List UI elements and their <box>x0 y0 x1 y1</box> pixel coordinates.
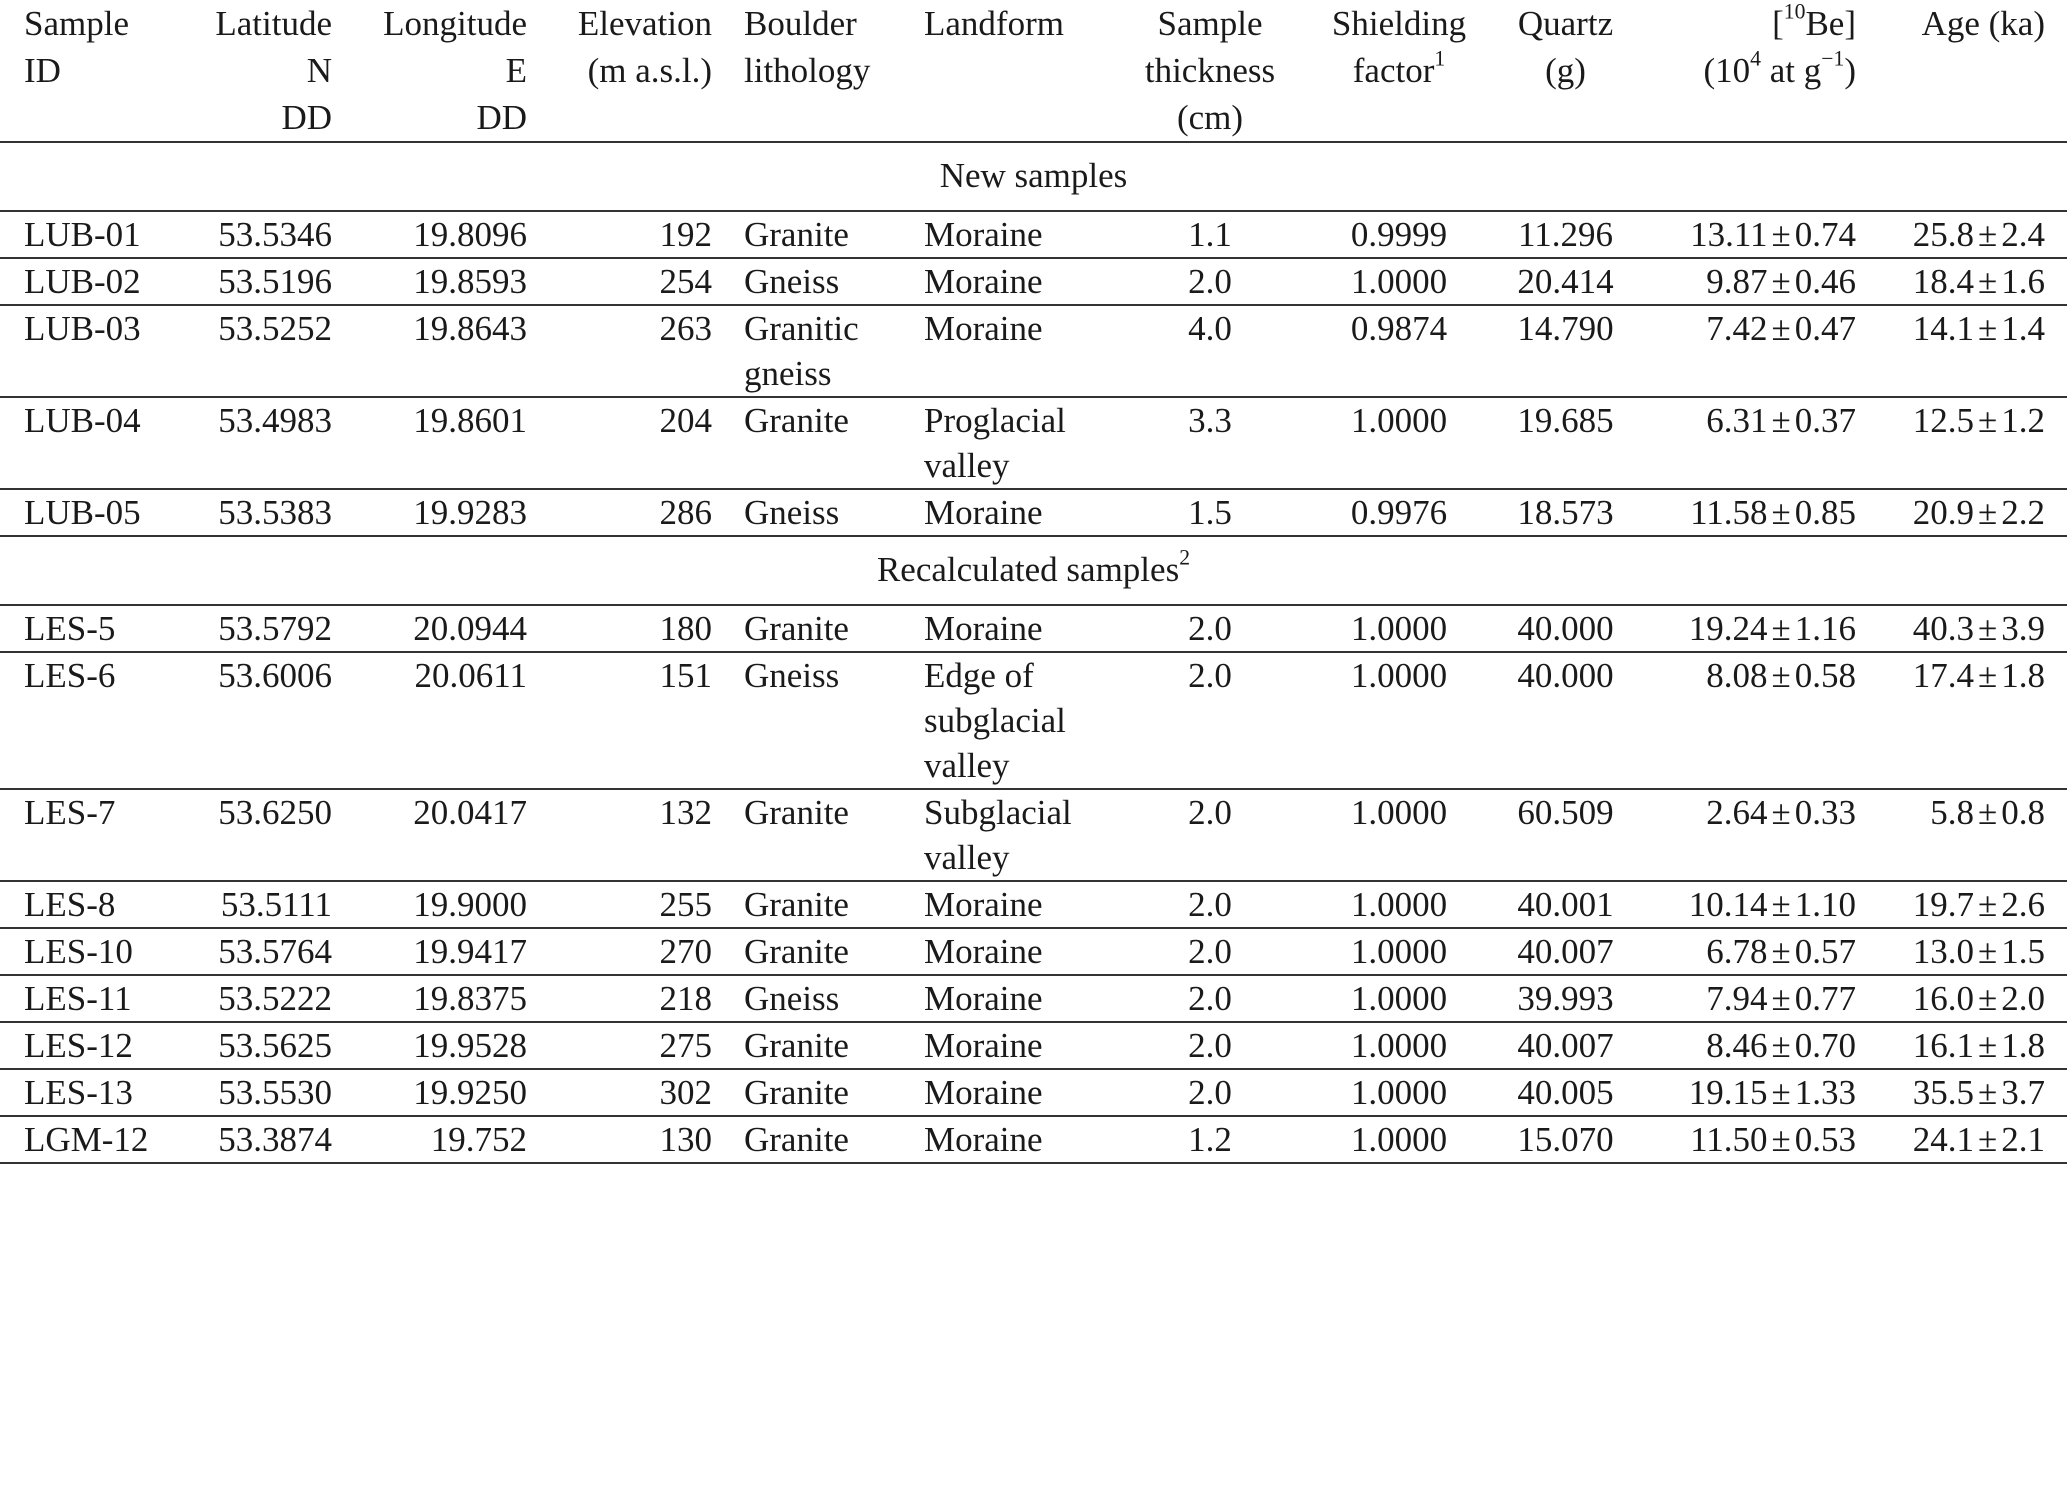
cell-sample-id: LUB-03 <box>24 309 141 348</box>
cell-lithology: Gneiss <box>744 656 840 695</box>
cell-thickness: 2.0 <box>1188 793 1232 832</box>
cell-thickness: 2.0 <box>1188 932 1232 971</box>
cell-sample-id: LUB-05 <box>24 493 141 532</box>
cell-shielding: 1.0000 <box>1350 609 1448 648</box>
cell-thickness: 4.0 <box>1188 309 1232 348</box>
table-row <box>0 305 2067 397</box>
cell-quartz: 20.414 <box>1517 262 1614 301</box>
cell-longitude: 19.752 <box>430 1120 527 1159</box>
cell-longitude: 19.9417 <box>413 932 527 971</box>
header-sample-id: Sample ID <box>0 0 200 142</box>
cell-elevation: 151 <box>659 656 712 695</box>
cell-longitude: 19.8643 <box>413 309 527 348</box>
header-quartz: Quartz (g) <box>1493 0 1638 142</box>
cell-latitude: 53.4983 <box>218 401 332 440</box>
cell-age: 5.8 ± 0.8 <box>1930 793 2045 832</box>
cell-elevation: 132 <box>659 793 712 832</box>
cell-quartz: 19.685 <box>1517 401 1614 440</box>
cell-age: 13.0 ± 1.5 <box>1912 932 2045 971</box>
cell-longitude: 19.8593 <box>413 262 527 301</box>
cell-lithology: Granite <box>744 932 849 971</box>
section-header-row <box>0 142 2067 211</box>
cell-age: 19.7 ± 2.6 <box>1912 885 2045 924</box>
cell-quartz: 40.000 <box>1517 609 1614 648</box>
table-row <box>0 605 2067 652</box>
cell-sample-id: LES-12 <box>24 1026 133 1065</box>
cell-age: 16.0 ± 2.0 <box>1912 979 2045 1018</box>
header-thickness: Sample thickness (cm) <box>1115 0 1305 142</box>
cell-landform: Moraine <box>924 262 1043 301</box>
cell-quartz: 40.000 <box>1517 656 1614 695</box>
cell-sample-id: LUB-02 <box>24 262 141 301</box>
table-row <box>0 489 2067 536</box>
cell-latitude: 53.6006 <box>218 656 332 695</box>
cell-shielding: 1.0000 <box>1350 401 1448 440</box>
cell-age: 20.9 ± 2.2 <box>1912 493 2045 532</box>
table-row <box>0 975 2067 1022</box>
cell-sample-id: LES-7 <box>24 793 116 832</box>
cell-shielding: 1.0000 <box>1350 656 1448 695</box>
cell-shielding: 0.9874 <box>1350 309 1448 348</box>
cell-quartz: 40.007 <box>1517 1026 1614 1065</box>
table-row <box>0 1069 2067 1116</box>
header-shielding: Shielding factor$^1$ <box>1305 0 1493 142</box>
header-longitude: Longitude E DD <box>340 0 535 142</box>
cell-lithology: Granite <box>744 609 849 648</box>
table-row <box>0 397 2067 489</box>
cell-sample-id: LES-10 <box>24 932 133 971</box>
cell-longitude: 19.8096 <box>413 215 527 254</box>
table-row <box>0 881 2067 928</box>
cell-be10: 6.31 ± 0.37 <box>1706 401 1856 440</box>
cell-be10: 11.50 ± 0.53 <box>1690 1120 1856 1159</box>
cell-longitude: 19.9250 <box>413 1073 527 1112</box>
cell-elevation: 218 <box>659 979 712 1018</box>
table-row <box>0 258 2067 305</box>
cell-longitude: 19.8601 <box>413 401 527 440</box>
cell-thickness: 2.0 <box>1188 1073 1232 1112</box>
cell-be10: 19.24 ± 1.16 <box>1688 609 1856 648</box>
cell-quartz: 11.296 <box>1518 215 1613 254</box>
cell-elevation: 130 <box>659 1120 712 1159</box>
cell-age: 16.1 ± 1.8 <box>1912 1026 2045 1065</box>
cell-lithology: Granitic gneiss <box>744 309 859 393</box>
cell-longitude: 19.9528 <box>413 1026 527 1065</box>
cell-sample-id: LES-5 <box>24 609 116 648</box>
cell-latitude: 53.5792 <box>218 609 332 648</box>
cell-shielding: 1.0000 <box>1350 979 1448 1018</box>
cell-sample-id: LES-13 <box>24 1073 133 1112</box>
footnote-marker: 1 <box>1434 46 1446 71</box>
cell-elevation: 254 <box>659 262 712 301</box>
table-row <box>0 928 2067 975</box>
cell-age: 18.4 ± 1.6 <box>1912 262 2045 301</box>
cell-latitude: 53.5196 <box>218 262 332 301</box>
cell-lithology: Granite <box>744 215 849 254</box>
cell-shielding: 0.9999 <box>1350 215 1448 254</box>
cell-sample-id: LUB-01 <box>24 215 141 254</box>
header-latitude: Latitude N DD <box>200 0 340 142</box>
cell-landform: Moraine <box>924 493 1043 532</box>
cell-longitude: 20.0417 <box>413 793 527 832</box>
cell-sample-id: LUB-04 <box>24 401 141 440</box>
cell-latitude: 53.5252 <box>218 309 332 348</box>
cell-elevation: 180 <box>659 609 712 648</box>
cell-elevation: 270 <box>659 932 712 971</box>
cell-shielding: 1.0000 <box>1350 262 1448 301</box>
footnote-marker: 2 <box>1179 545 1191 570</box>
cell-landform: Moraine <box>924 1073 1043 1112</box>
cell-thickness: 3.3 <box>1188 401 1232 440</box>
cell-latitude: 53.5222 <box>218 979 332 1018</box>
cell-age: 25.8 ± 2.4 <box>1912 215 2045 254</box>
table-row <box>0 652 2067 789</box>
header-row <box>0 0 2067 142</box>
cell-be10: 7.94 ± 0.77 <box>1706 979 1856 1018</box>
cell-quartz: 40.005 <box>1517 1073 1614 1112</box>
cell-latitude: 53.5383 <box>218 493 332 532</box>
cell-quartz: 40.007 <box>1517 932 1614 971</box>
cell-age: 17.4 ± 1.8 <box>1912 656 2045 695</box>
cell-lithology: Gneiss <box>744 493 840 532</box>
cell-lithology: Granite <box>744 1073 849 1112</box>
section-header-row <box>0 536 2067 605</box>
section-title: Recalculated samples$^2$ <box>876 545 1191 589</box>
cell-landform: Moraine <box>924 609 1043 648</box>
cell-quartz: 60.509 <box>1517 793 1614 832</box>
cell-landform: Moraine <box>924 885 1043 924</box>
cell-landform: Proglacial valley <box>924 401 1066 485</box>
cell-landform: Edge of subglacial valley <box>924 656 1066 785</box>
cell-latitude: 53.5111 <box>220 885 332 924</box>
cell-lithology: Granite <box>744 885 849 924</box>
cell-landform: Moraine <box>924 932 1043 971</box>
cell-age: 14.1 ± 1.4 <box>1912 309 2045 348</box>
cell-sample-id: LES-8 <box>24 885 116 924</box>
cell-landform: Subglacial valley <box>924 793 1072 877</box>
cell-shielding: 1.0000 <box>1350 1026 1448 1065</box>
table-body <box>0 142 2067 1163</box>
cell-lithology: Granite <box>744 1026 849 1065</box>
cell-longitude: 19.9283 <box>413 493 527 532</box>
cell-landform: Moraine <box>924 1026 1043 1065</box>
header-elevation: Elevation (m a.s.l.) <box>535 0 720 142</box>
section-title: New samples <box>939 156 1128 195</box>
table-row <box>0 789 2067 881</box>
cell-age: 35.5 ± 3.7 <box>1912 1073 2045 1112</box>
cell-age: 12.5 ± 1.2 <box>1912 401 2045 440</box>
table-header <box>0 0 2067 142</box>
cell-longitude: 20.0611 <box>414 656 527 695</box>
cell-thickness: 2.0 <box>1188 1026 1232 1065</box>
cell-sample-id: LGM-12 <box>24 1120 149 1159</box>
cell-sample-id: LES-6 <box>24 656 116 695</box>
cell-elevation: 275 <box>659 1026 712 1065</box>
cell-age: 40.3 ± 3.9 <box>1912 609 2045 648</box>
cell-lithology: Gneiss <box>744 979 840 1018</box>
cell-longitude: 19.8375 <box>413 979 527 1018</box>
cell-quartz: 15.070 <box>1517 1120 1614 1159</box>
cell-shielding: 1.0000 <box>1350 793 1448 832</box>
header-lithology: Boulder lithology <box>720 0 900 142</box>
cell-thickness: 2.0 <box>1188 885 1232 924</box>
cell-be10: 13.11 ± 0.74 <box>1690 215 1856 254</box>
cell-be10: 9.87 ± 0.46 <box>1706 262 1856 301</box>
cell-elevation: 302 <box>659 1073 712 1112</box>
cell-shielding: 1.0000 <box>1350 932 1448 971</box>
cell-lithology: Granite <box>744 793 849 832</box>
cell-longitude: 20.0944 <box>413 609 527 648</box>
cell-quartz: 39.993 <box>1517 979 1614 1018</box>
cell-quartz: 40.001 <box>1517 885 1614 924</box>
cell-latitude: 53.5530 <box>218 1073 332 1112</box>
table-row <box>0 211 2067 258</box>
cell-landform: Moraine <box>924 1120 1043 1159</box>
cell-be10: 7.42 ± 0.47 <box>1706 309 1856 348</box>
cell-lithology: Gneiss <box>744 262 840 301</box>
cell-shielding: 0.9976 <box>1350 493 1448 532</box>
cell-latitude: 53.5625 <box>218 1026 332 1065</box>
cell-thickness: 1.2 <box>1188 1120 1232 1159</box>
cell-landform: Moraine <box>924 309 1043 348</box>
cell-thickness: 2.0 <box>1188 979 1232 1018</box>
cell-thickness: 2.0 <box>1188 262 1232 301</box>
header-landform: Landform <box>900 0 1115 142</box>
cell-be10: 6.78 ± 0.57 <box>1706 932 1856 971</box>
table-row <box>0 1022 2067 1069</box>
cell-be10: 10.14 ± 1.10 <box>1688 885 1856 924</box>
cell-lithology: Granite <box>744 401 849 440</box>
cell-be10: 11.58 ± 0.85 <box>1690 493 1856 532</box>
cell-be10: 19.15 ± 1.33 <box>1688 1073 1856 1112</box>
header-age: Age (ka) <box>1878 0 2067 142</box>
header-be10: [$^{10}$Be] ($10^4$ at $g^{-1}$) <box>1638 0 1878 142</box>
cell-be10: 2.64 ± 0.33 <box>1706 793 1856 832</box>
cell-quartz: 18.573 <box>1517 493 1614 532</box>
cell-be10: 8.08 ± 0.58 <box>1706 656 1856 695</box>
cell-latitude: 53.6250 <box>218 793 332 832</box>
cell-elevation: 192 <box>659 215 712 254</box>
cell-latitude: 53.3874 <box>218 1120 332 1159</box>
cell-longitude: 19.9000 <box>413 885 527 924</box>
cell-latitude: 53.5346 <box>218 215 332 254</box>
cell-landform: Moraine <box>924 215 1043 254</box>
cell-elevation: 255 <box>659 885 712 924</box>
cell-thickness: 1.5 <box>1188 493 1232 532</box>
cell-be10: 8.46 ± 0.70 <box>1706 1026 1856 1065</box>
table-row <box>0 1116 2067 1163</box>
cell-elevation: 286 <box>659 493 712 532</box>
cell-quartz: 14.790 <box>1517 309 1614 348</box>
cell-shielding: 1.0000 <box>1350 1073 1448 1112</box>
cell-latitude: 53.5764 <box>218 932 332 971</box>
cell-elevation: 204 <box>659 401 712 440</box>
cell-shielding: 1.0000 <box>1350 1120 1448 1159</box>
cell-shielding: 1.0000 <box>1350 885 1448 924</box>
cell-thickness: 2.0 <box>1188 656 1232 695</box>
cell-elevation: 263 <box>659 309 712 348</box>
cell-sample-id: LES-11 <box>24 979 132 1018</box>
cell-thickness: 1.1 <box>1188 215 1232 254</box>
cell-age: 24.1 ± 2.1 <box>1912 1120 2045 1159</box>
cell-lithology: Granite <box>744 1120 849 1159</box>
cell-landform: Moraine <box>924 979 1043 1018</box>
cell-thickness: 2.0 <box>1188 609 1232 648</box>
